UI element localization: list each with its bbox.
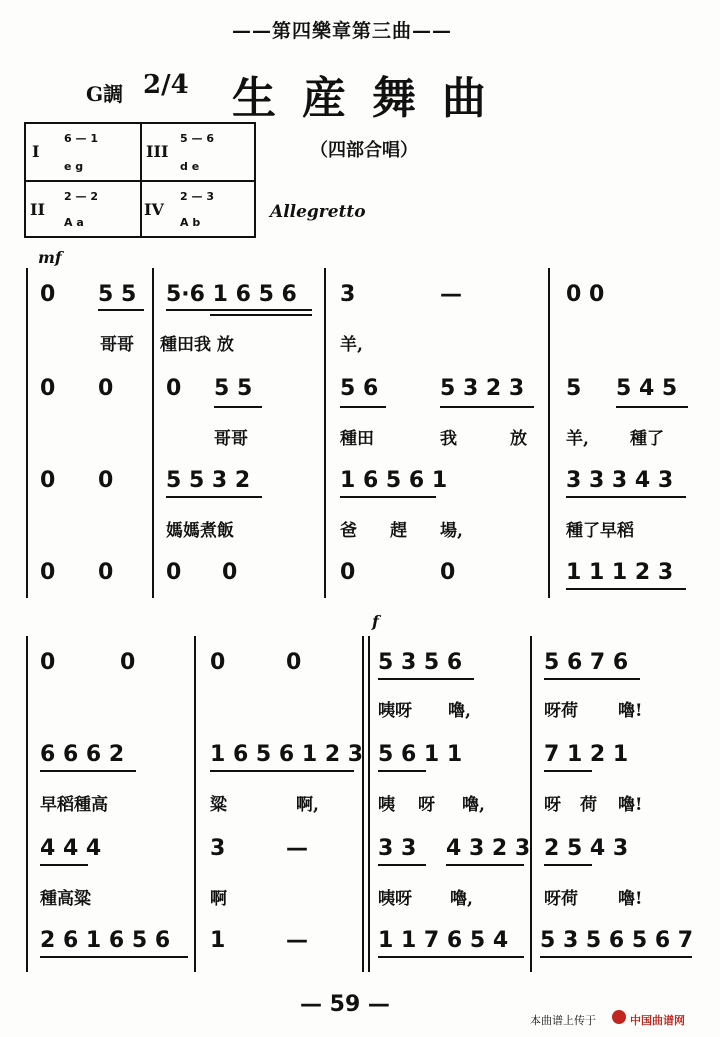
- note-group: 0: [210, 650, 226, 675]
- note-group: 0: [166, 560, 182, 585]
- note-group: 0: [40, 468, 56, 493]
- note-group: 0: [98, 468, 114, 493]
- note-group: 1: [210, 928, 226, 953]
- lyric: 場,: [440, 521, 463, 541]
- brand-name: 中国曲谱网: [630, 1014, 685, 1027]
- lyric: 咦呀: [378, 701, 412, 721]
- voice-range-cell: 2 — 2: [64, 190, 98, 203]
- lyric: 種田: [340, 429, 374, 449]
- note-group: 5 5: [98, 282, 137, 307]
- note-group: 5 3 2 3: [440, 376, 525, 401]
- note-group: 0 0: [566, 282, 605, 307]
- lyric: 荷: [580, 795, 597, 815]
- lyric: 嚕,: [450, 889, 473, 909]
- dynamic-f: f: [372, 612, 379, 631]
- note-group: 4 4 4: [40, 836, 102, 861]
- note-group: 1 6 5 6 1 2 3: [210, 742, 364, 767]
- lyric: 媽媽煮飯: [166, 521, 234, 541]
- lyric: 種田我 放: [160, 335, 234, 355]
- system-bracket: [26, 268, 28, 598]
- tempo-marking: Allegretto: [270, 202, 366, 222]
- note-group: 2 6 1 6 5 6: [40, 928, 171, 953]
- dynamic-mf: mf: [38, 248, 62, 267]
- system-bracket: [26, 636, 28, 972]
- voice-range-cell: A b: [180, 216, 201, 229]
- note-group: 0: [40, 376, 56, 401]
- song-title: 生産舞曲: [232, 73, 512, 124]
- lyric: 嚕!: [618, 795, 643, 815]
- note-group: 4 3 2 3: [446, 836, 531, 861]
- note-group: 5 3 5 6 5 6 7: [540, 928, 694, 953]
- note-group: 0: [98, 560, 114, 585]
- note-group: 0: [166, 376, 182, 401]
- note-group: 0: [40, 282, 56, 307]
- lyric: 咦: [378, 795, 395, 815]
- voice-range-cell: 6 — 1: [64, 132, 98, 145]
- note-group: 0: [340, 560, 356, 585]
- voice-range-cell: d e: [180, 160, 200, 173]
- barline: [362, 636, 364, 972]
- lyric: 呀荷: [544, 701, 578, 721]
- note-group: 5 4 5: [616, 376, 678, 401]
- barline: [194, 636, 196, 972]
- key-signature: G調: [86, 82, 124, 106]
- lyric: 嚕,: [462, 795, 485, 815]
- voice-range-cell: e g: [64, 160, 84, 173]
- lyric: 嚕!: [618, 889, 643, 909]
- note-group: 6 6 6 2: [40, 742, 125, 767]
- lyric: 呀: [418, 795, 435, 815]
- note-group: 3 3: [378, 836, 417, 861]
- note-group: 5 6 1 1: [378, 742, 463, 767]
- note-group: 0: [40, 560, 56, 585]
- barline: [530, 636, 532, 972]
- voice-range-cell: A a: [64, 216, 84, 229]
- lyric: 呀荷: [544, 889, 578, 909]
- note-group: 0: [440, 560, 456, 585]
- lyric: 嚕,: [448, 701, 471, 721]
- voice-numeral-3: III: [146, 142, 169, 161]
- lyric: 種了早稻: [566, 521, 634, 541]
- voice-numeral-2: II: [30, 200, 45, 219]
- lyric: 羊,: [340, 335, 363, 355]
- note-group: 0: [222, 560, 238, 585]
- lyric: 早稻種高: [40, 795, 108, 815]
- note-group: 5 3 5 6: [378, 650, 463, 675]
- note-group: 3: [340, 282, 356, 307]
- lyric: 呀: [544, 795, 561, 815]
- lyric: 咦呀: [378, 889, 412, 909]
- barline: [152, 268, 154, 598]
- note-group: —: [286, 928, 308, 953]
- note-group: 0: [98, 376, 114, 401]
- lyric: 趕: [390, 521, 407, 541]
- lyric: 種高粱: [40, 889, 91, 909]
- lyric: 嚕!: [618, 701, 643, 721]
- note-group: —: [440, 282, 462, 307]
- lyric: 粱: [210, 795, 227, 815]
- lyric: 爸: [340, 521, 357, 541]
- brand-logo-icon: [612, 1010, 626, 1024]
- lyric: 哥哥: [100, 335, 134, 355]
- movement-heading: ——第四樂章第三曲——: [232, 20, 453, 42]
- time-signature: 2/4: [143, 70, 189, 100]
- barline: [548, 268, 550, 598]
- lyric: 種了: [630, 429, 664, 449]
- voice-numeral-1: I: [32, 142, 40, 161]
- song-subtitle: （四部合唱）: [310, 140, 418, 161]
- barline: [324, 268, 326, 598]
- lyric: 啊: [210, 889, 227, 909]
- upload-credit: 本曲谱上传于: [530, 1014, 596, 1027]
- voice-range-cell: 5 — 6: [180, 132, 214, 145]
- note-group: 0: [40, 650, 56, 675]
- note-group: 1 6 5 6 1: [340, 468, 448, 493]
- note-group: 5 5 3 2: [166, 468, 251, 493]
- note-group: 1 1 7 6 5 4: [378, 928, 509, 953]
- lyric: 放: [510, 429, 527, 449]
- note-group: 2 5 4 3: [544, 836, 629, 861]
- lyric: 我: [440, 429, 457, 449]
- note-group: 5 6: [340, 376, 379, 401]
- lyric: 羊,: [566, 429, 589, 449]
- barline: [368, 636, 370, 972]
- note-group: —: [286, 836, 308, 861]
- note-group: 3: [210, 836, 226, 861]
- voice-range-cell: 2 — 3: [180, 190, 214, 203]
- note-group: 1 1 1 2 3: [566, 560, 674, 585]
- lyric: 哥哥: [214, 429, 248, 449]
- lyric: 啊,: [296, 795, 319, 815]
- page-number: — 59 —: [300, 992, 390, 1017]
- note-group: 5·6 1 6 5 6: [166, 282, 297, 307]
- note-group: 7 1 2 1: [544, 742, 629, 767]
- note-group: 0: [286, 650, 302, 675]
- note-group: 5: [566, 376, 582, 401]
- note-group: 3 3 3 4 3: [566, 468, 674, 493]
- voice-numeral-4: IV: [144, 200, 164, 219]
- note-group: 5 5: [214, 376, 253, 401]
- note-group: 0: [120, 650, 136, 675]
- note-group: 5 6 7 6: [544, 650, 629, 675]
